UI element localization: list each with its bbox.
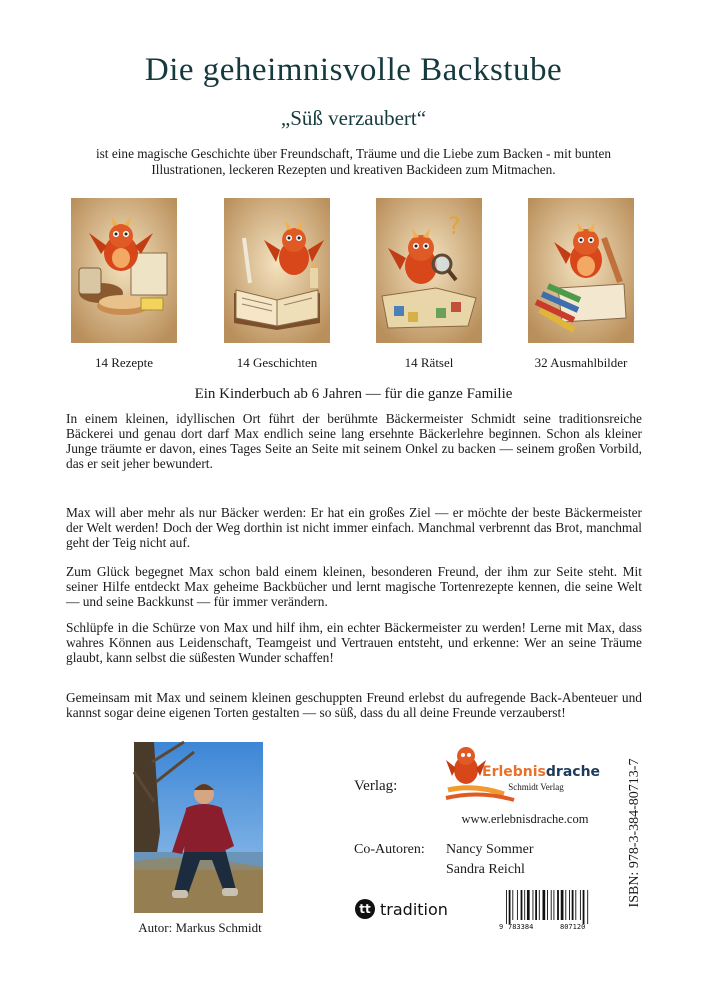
paragraph: In einem kleinen, idyllischen Ort führt der berühmte Bäckermeister Schmidt seine traditionsreiche Bäckerei und genau dort darf Max endlich seine lang ersehnte Bäckerlehre beginnen. Schon als kleiner Junge träumte er davon, eines Tages Seite an Seite mit seinem Onkel zu backen — seinem großen Vorbild, das er seit jeher bewundert. bbox=[66, 411, 642, 471]
dragon-puzzle-illustration bbox=[376, 198, 482, 343]
publisher-website[interactable]: www.erlebnisdrache.com bbox=[461, 812, 589, 826]
svg-text:?: ? bbox=[448, 212, 461, 240]
author-photo bbox=[134, 742, 263, 913]
author-name: Autor: Markus Schmidt bbox=[138, 920, 262, 935]
logo-subtitle: Schmidt Verlag bbox=[508, 782, 564, 792]
barcode-digits-left: 783384 bbox=[508, 923, 534, 931]
publisher-logo bbox=[444, 744, 601, 808]
dragon-pencils-illustration bbox=[528, 198, 634, 343]
paragraph: Gemeinsam mit Max und seinem kleinen geschuppten Freund erlebst du aufregende Back-Abenteuer und kannst sogar deine eigenen Torten gestalten — so süß, dass du all deine Freunde verzauberst! bbox=[66, 690, 642, 720]
feature-caption: 14 Rezepte bbox=[94, 355, 154, 370]
page-title: Die geheimnisvolle Backstube bbox=[144, 52, 563, 88]
isbn bbox=[620, 740, 650, 926]
barcode-digit-first: 9 bbox=[499, 923, 504, 931]
coauthor-name: Sandra Reichl bbox=[446, 862, 525, 877]
isbn-text: ISBN: 978-3-384-80713-7 bbox=[627, 758, 642, 908]
dragon-baking-illustration bbox=[71, 198, 177, 343]
paragraph: Zum Glück begegnet Max schon bald einem kleinen, besonderen Freund, der ihm zur Seite steht. Mit seiner Hilfe entdeckt Max geheime Backbücher und lernt magische Tortenrezepte kennen, die seine Welt — und seine Backkunst — für immer verändern. bbox=[66, 564, 642, 609]
paragraph: Max will aber mehr als nur Bäcker werden: Er hat ein großes Ziel — er möchte der beste Bäckermeister der Welt werden! Doch der Weg dorthin ist nicht immer einfach. Manchmal verbrennt das Brot, manchmal geht der Teig nicht auf. bbox=[66, 505, 642, 550]
intro-text: ist eine magische Geschichte über Freundschaft, Träume und die Liebe zum Backen - mit bunten Illustrationen, leckeren Rezepten und kreativen Backideen zum Mitmachen. bbox=[95, 146, 612, 177]
logo-text-erlebnis: Erlebnis bbox=[482, 764, 546, 780]
publisher-label: Verlag: bbox=[354, 778, 398, 794]
tradition-logo bbox=[355, 898, 448, 920]
barcode-digits-right: 807120 bbox=[560, 923, 586, 931]
feature-caption: 14 Geschichten bbox=[236, 355, 318, 370]
tagline: Ein Kinderbuch ab 6 Jahren — für die ganze Familie bbox=[194, 386, 513, 402]
feature-caption: 32 Ausmahlbilder bbox=[534, 355, 628, 370]
dragon-book-illustration bbox=[224, 198, 330, 343]
feature-caption: 14 Rätsel bbox=[404, 355, 454, 370]
svg-text:Erlebnisdrache bbox=[482, 764, 600, 780]
coauthors-label: Co-Autoren: bbox=[354, 842, 425, 857]
barcode bbox=[496, 888, 612, 932]
paragraph: Schlüpfe in die Schürze von Max und hilf ihm, ein echter Bäckermeister zu werden! Lerne mit Max, dass wahres Können aus Leidenschaft, Teamgeist und Vertrauen entsteht, und erkenne: Wer an seine Träume glaubt, kann selbst die süßesten Wunder schaffen! bbox=[66, 620, 642, 665]
tradition-mark-icon: tt bbox=[355, 899, 375, 919]
logo-text-drache: drache bbox=[545, 764, 601, 780]
subtitle: „Süß verzaubert“ bbox=[280, 106, 427, 130]
coauthor-name: Nancy Sommer bbox=[446, 842, 534, 857]
tradition-wordmark: tradition bbox=[380, 899, 448, 919]
